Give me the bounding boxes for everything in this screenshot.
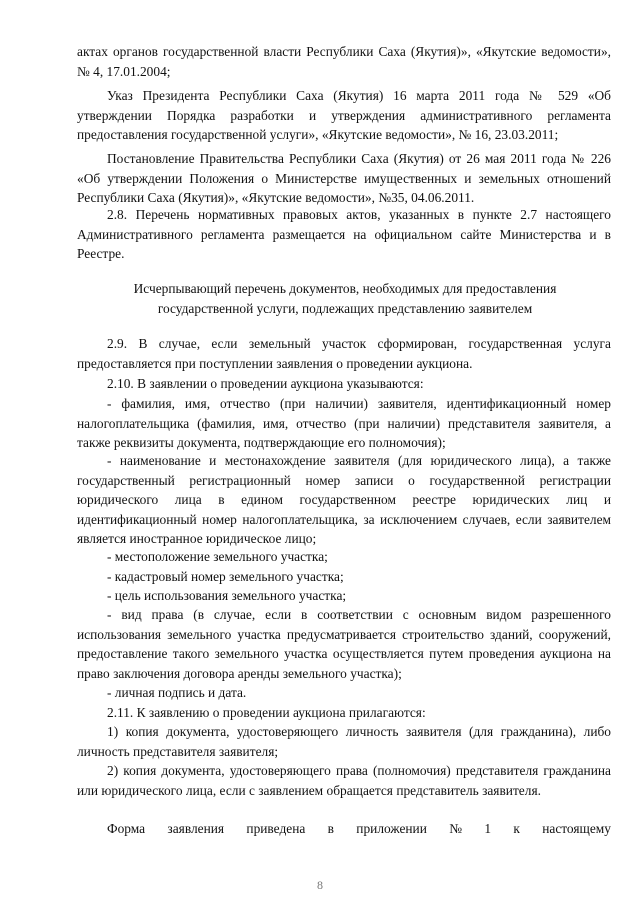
word: № (449, 821, 462, 836)
paragraph-acts-continuation: актах органов государственной власти Республики Саха (Якутия)», «Якутские ведомости», № 4, 17.01.2004; (77, 44, 611, 79)
word: приведена (246, 821, 306, 836)
list-item-applicant-name: - фамилия, имя, отчество (при наличии) заявителя, идентификационный номер налогоплательщика (фамилия, имя, отчество (при наличии) представителя заявителя, а также реквизиты документа, подтверждающие его полномочия); (77, 396, 611, 451)
list-item-signature: - личная подпись и дата. (107, 685, 247, 700)
list-item-cadastral-number: - кадастровый номер земельного участка; (107, 569, 344, 584)
paragraph-government-resolution: Постановление Правительства Республики Саха (Якутия) от 26 мая 2011 года № 226 «Об утверждении Положения о Министерстве имущественных и земельных отношений Республики Саха (Якутия)», «Якутские ведомости», №35, 04.06.2011. (77, 151, 611, 206)
attachment-item-1: 1) копия документа, удостоверяющего личность заявителя (для гражданина), либо личность представителя заявителя; (77, 724, 611, 759)
paragraph-2-8: 2.8. Перечень нормативных правовых актов, указанных в пункте 2.7 настоящего Административного регламента размещается на официальном сайте Министерства и в Реестре. (77, 207, 611, 262)
paragraph-2-9: 2.9. В случае, если земельный участок сформирован, государственная услуга предоставляется при поступлении заявления о проведении аукциона. (77, 336, 611, 371)
word: Форма (107, 821, 146, 836)
page-number: 8 (317, 878, 323, 892)
word: настоящему (542, 821, 611, 836)
word: заявления (167, 821, 225, 836)
attachment-item-2: 2) копия документа, удостоверяющего права (полномочия) представителя гражданина или юридического лица, если с заявлением обращается представитель заявителя. (77, 763, 611, 798)
list-item-right-type: - вид права (в случае, если в соответствии с основным видом разрешенного использования земельного участка предусматривается строительство зданий, сооружений, предоставление такого земельного участка осуществляется путем проведения аукциона на право заключения договора аренды земельного участка); (77, 607, 611, 681)
paragraph-2-10: 2.10. В заявлении о проведении аукциона указываются: (107, 376, 424, 391)
word: к (513, 821, 520, 836)
list-item-location: - местоположение земельного участка; (107, 549, 328, 564)
list-item-purpose: - цель использования земельного участка; (107, 588, 347, 603)
list-item-legal-entity: - наименование и местонахождение заявителя (для юридического лица), а также государственный регистрационный номер записи о государственной регистрации юридического лица в едином государственном реестре юридических лиц и идентификационный номер налогоплательщика, за исключением случаев, если заявителем является иностранное юридическое лицо; (77, 453, 611, 547)
word: 1 (484, 821, 492, 836)
paragraph-2-11: 2.11. К заявлению о проведении аукциона прилагаются: (107, 705, 426, 720)
paragraph-form-reference (107, 819, 611, 839)
paragraph-presidential-decree: Указ Президента Республики Саха (Якутия) 16 марта 2011 года № 529 «Об утверждении Порядка разработки и утверждения административного регламента предоставления государственной услуги», «Якутские ведомости», № 16, 23.03.2011; (77, 88, 611, 143)
section-heading: Исчерпывающий перечень документов, необходимых для предоставления государственной услуги, подлежащих представлению заявителем (133, 281, 557, 316)
word: в (327, 821, 334, 836)
word: приложении (356, 821, 427, 836)
